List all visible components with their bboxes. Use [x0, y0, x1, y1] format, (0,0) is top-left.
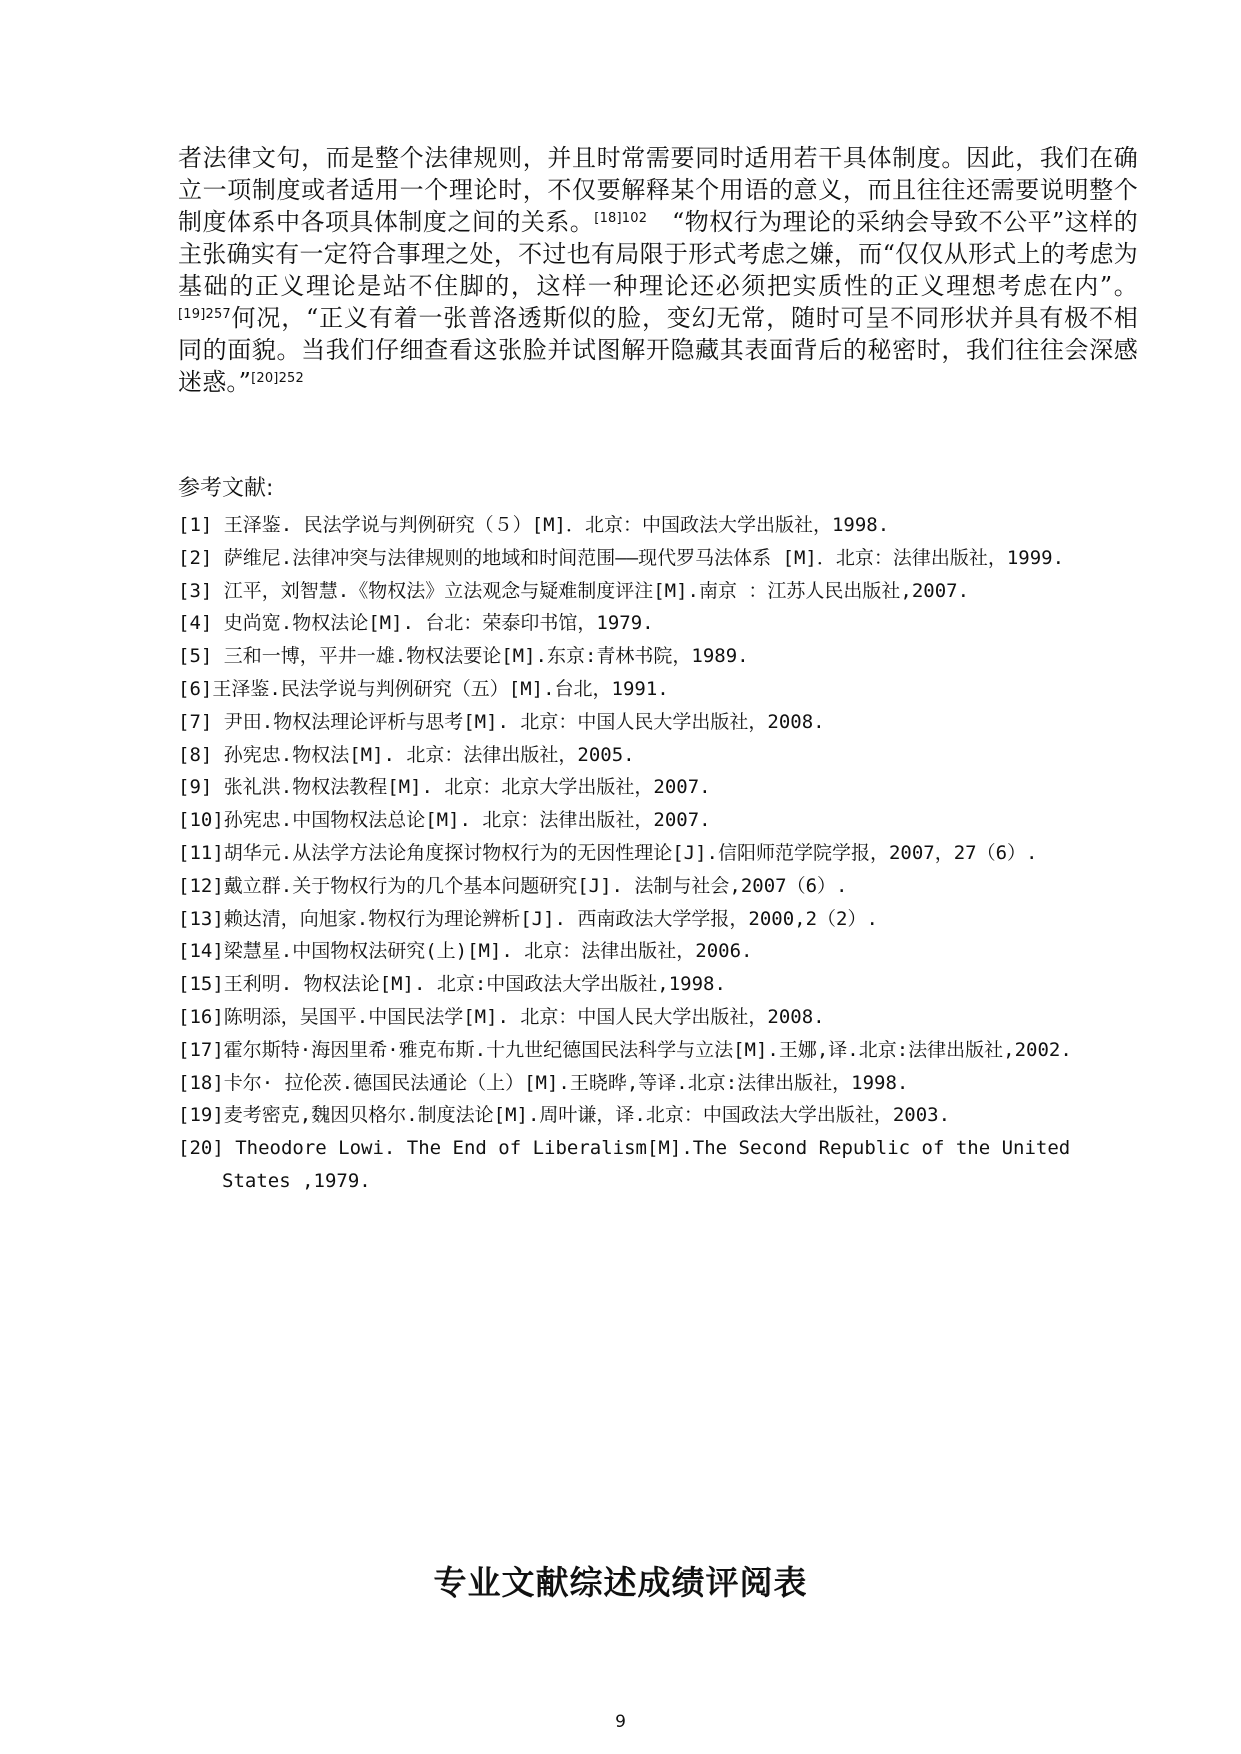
form-title: 专业文献综述成绩评阅表 [433, 1563, 808, 1602]
reference-item: [1] 王泽鉴. 民法学说与判例研究（５）[M]．北京：中国政法大学出版社，1998. [178, 514, 890, 536]
reference-item: [12]戴立群.关于物权行为的几个基本问题研究[J]. 法制与社会,2007（6）. [178, 874, 848, 897]
reference-item: [13]赖达清，向旭家.物权行为理论辨析[J]. 西南政法大学学报，2000,2（2）. [178, 907, 878, 930]
text-segment: 何况，“正义有着一张普洛透斯似的脸，变幻无常，随时可呈不同形状并具有极不相同的面貌。当我们仔细查看这张脸并试图解开隐藏其表面背后的秘密时，我们往往会深感迷惑。” [178, 304, 1138, 396]
paragraph-text [178, 142, 1138, 398]
reference-item: [15]王利明. 物权法论[M]. 北京:中国政法大学出版社,1998. [178, 973, 726, 996]
reference-item: [6]王泽鉴.民法学说与判例研究（五）[M].台北，1991. [178, 677, 669, 700]
text-segment: “物权行为理论的采纳会导致不公平”这样的主张确实有一定符合事理之处，不过也有局限于形式考虑之嫌，而“仅仅从形式上的考虑为基础的正义理论是站不住脚的，这样一种理论还必须把实质性的正义理想考虑在内”。 [178, 208, 1138, 300]
page-number: 9 [615, 1712, 626, 1732]
reference-item: [8] 孙宪忠.物权法[M]. 北京：法律出版社，2005. [178, 743, 635, 766]
citation-marker: [18]102 [594, 211, 648, 226]
reference-item: [2] 萨维尼.法律冲突与法律规则的地域和时间范围——现代罗马法体系 [M]．北京：法律出版社，1999. [178, 546, 1065, 569]
reference-item: [4] 史尚宽.物权法论[M]. 台北：荣泰印书馆，1979. [178, 612, 654, 635]
citation-marker: [20]252 [251, 371, 304, 386]
reference-item: [10]孙宪忠.中国物权法总论[M]. 北京：法律出版社，2007. [178, 809, 711, 832]
reference-item: [5] 三和一博，平井一雄.物权法要论[M].东京:青林书院，1989. [178, 645, 749, 668]
text-segment: 者法律文句，而是整个法律规则，并且时常需要同时适用若干具体制度。因此，我们在确立一项制度或者适用一个理论时，不仅要解释某个用语的意义，而且往往还需要说明整个制度体系中各项具体制度之间的关系。 [178, 144, 1138, 236]
reference-item: [20] Theodore Lowi. The End of Liberalism[M].The Second Republic of the United States ,1979. [178, 1137, 1071, 1192]
body-paragraph [178, 142, 1138, 398]
references-heading: 参考文献: [178, 476, 274, 501]
reference-item: [19]麦考密克,魏因贝格尔.制度法论[M].周叶谦，译.北京：中国政法大学出版社，2003. [178, 1104, 951, 1127]
reference-item: [3] 江平，刘智慧.《物权法》立法观念与疑难制度评注[M].南京 ：江苏人民出版社,2007. [178, 579, 970, 602]
references-list [178, 509, 1138, 1198]
reference-item: [7] 尹田.物权法理论评析与思考[M]. 北京：中国人民大学出版社，2008. [178, 710, 825, 733]
reference-item: [9] 张礼洪.物权法教程[M]. 北京：北京大学出版社，2007. [178, 776, 711, 799]
reference-item: [14]梁慧星.中国物权法研究(上)[M]. 北京：法律出版社，2006. [178, 940, 753, 963]
reference-item: [18]卡尔· 拉伦茨.德国民法通论（上）[M].王晓晔,等译.北京:法律出版社，1998. [178, 1071, 909, 1094]
citation-marker: [19]257 [178, 307, 231, 322]
reference-item: [17]霍尔斯特·海因里希·雅克布斯.十九世纪德国民法科学与立法[M].王娜,译.北京:法律出版社,2002. [178, 1038, 1072, 1061]
reference-item: [16]陈明添，吴国平.中国民法学[M]. 北京：中国人民大学出版社，2008. [178, 1005, 825, 1028]
reference-item: [11]胡华元.从法学方法论角度探讨物权行为的无因性理论[J].信阳师范学院学报，2007，27（6）. [178, 841, 1038, 864]
